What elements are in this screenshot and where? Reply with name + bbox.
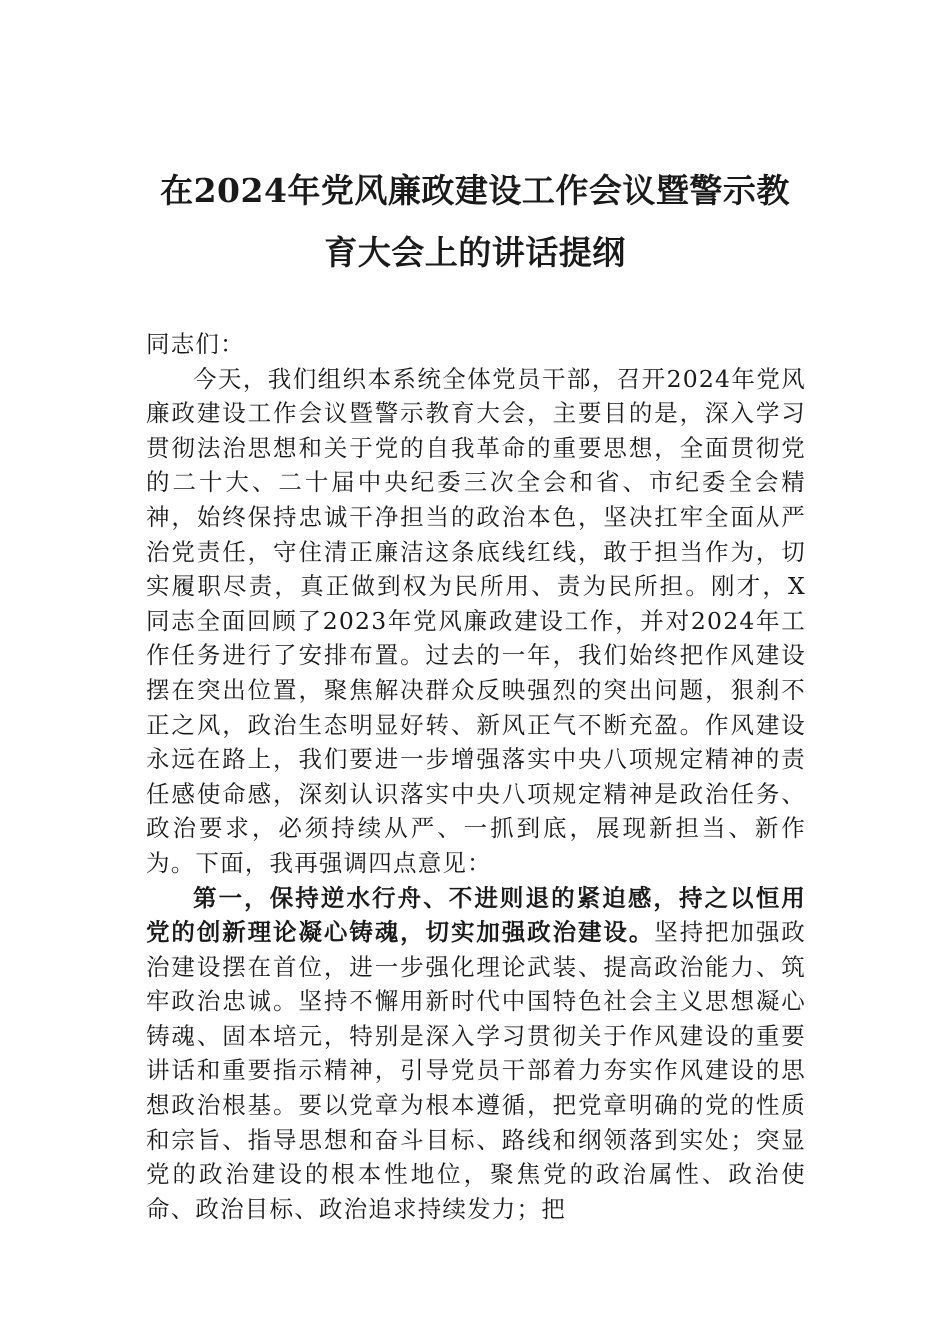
salutation: 同志们： <box>146 330 245 358</box>
document-body <box>146 327 806 1226</box>
document-title <box>120 160 830 284</box>
title-line-1: 在2024年党风廉政建设工作会议暨警示教 <box>160 171 790 210</box>
paragraph-heading: 第一，保持逆水行舟、不进则退的紧迫感，持之以恒用党的创新理论凝心铸魂，切实加强政治建设。 <box>146 883 806 947</box>
title-line-2: 育大会上的讲话提纲 <box>324 233 626 272</box>
paragraph-intro: 今天，我们组织本系统全体党员干部，召开2024年党风廉政建设工作会议暨警示教育大会，主要目的是，深入学习贯彻法治思想和关于党的自我革命的重要思想，全面贯彻党的二十大、二十届中央纪委三次全会和省、市纪委全会精神，始终保持忠诚干净担当的政治本色，坚决扛牢全面从严治党责任，守住清正廉洁这条底线红线，敢于担当作为，切实履职尽责，真正做到权为民所用、责为民所担。刚才，X同志全面回顾了2023年党风廉政建设工作，并对2024年工作任务进行了安排布置。过去的一年，我们始终把作风建设摆在突出位置，聚焦解决群众反映强烈的突出问题，狠刹不正之风，政治生态明显好转、新风正气不断充盈。作风建设永远在路上，我们要进一步增强落实中央八项规定精神的责任感使命感，深刻认识落实中央八项规定精神是政治任务、政治要求，必须持续从严、一抓到底，展现新担当、新作为。下面，我再强调四点意见： <box>146 364 806 877</box>
paragraph-text: 坚持把加强政治建设摆在首位，进一步强化理论武装、提高政治能力、筑牢政治忠诚。坚持不懈用新时代中国特色社会主义思想凝心铸魂、固本培元，特别是深入学习贯彻关于作风建设的重要讲话和重要指示精神，引导党员干部着力夯实作风建设的思想政治根基。要以党章为根本遵循，把党章明确的党的性质和宗旨、指导思想和奋斗目标、路线和纲领落到实处；突显党的政治建设的根本性地位，聚焦党的政治属性、政治使命、政治目标、政治追求持续发力；把 <box>146 918 807 1223</box>
paragraph-first-point <box>146 881 806 1227</box>
